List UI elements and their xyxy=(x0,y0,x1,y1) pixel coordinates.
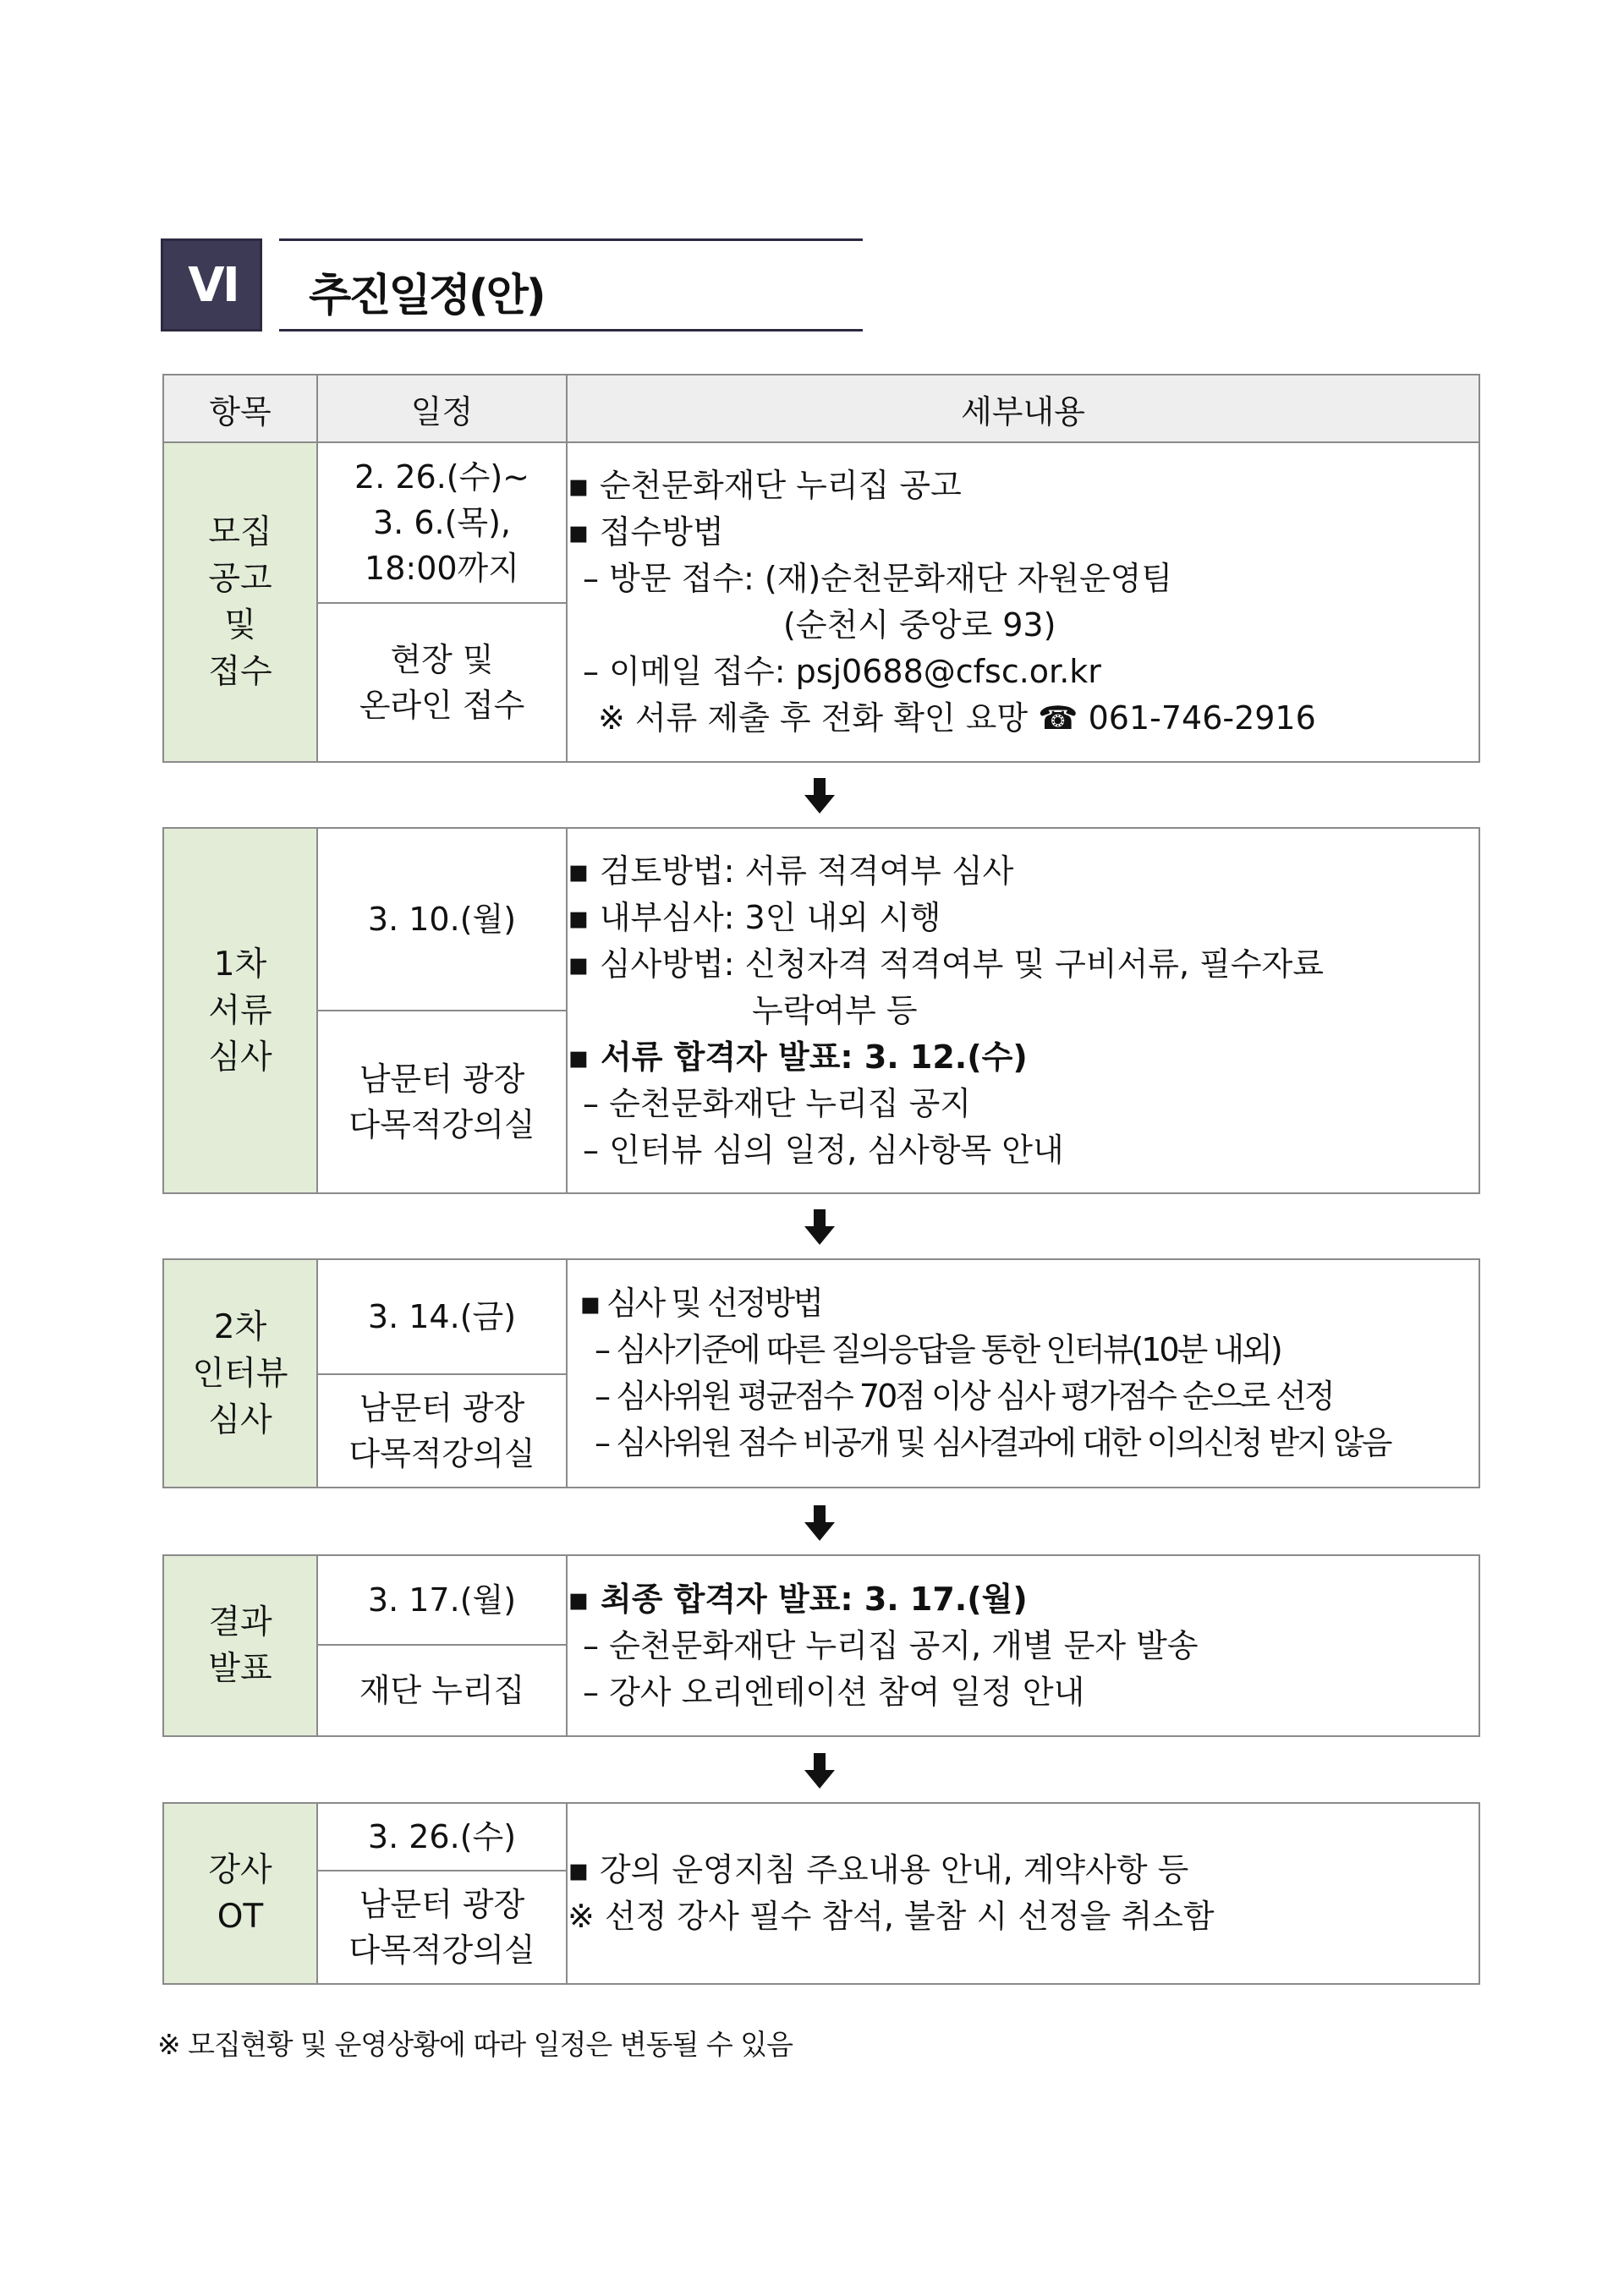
detail-line: – 순천문화재단 누리집 공지, 개별 문자 발송 xyxy=(583,1626,1199,1664)
schedule-table-interview xyxy=(162,1258,1480,1488)
schedule-text: 남문터 광장 xyxy=(359,1886,525,1923)
schedule-date-cell xyxy=(317,828,567,1011)
schedule-date-cell xyxy=(317,442,567,603)
schedule-text: 3. 6.(목), xyxy=(372,504,512,541)
schedule-place-cell xyxy=(317,603,567,762)
category-text: 및 xyxy=(224,606,256,644)
detail-line: – 심사위원 점수 비공개 및 심사결과에 대한 이의신청 받지 않음 xyxy=(595,1424,1391,1461)
schedule-text: 현장 및 xyxy=(390,641,494,678)
category-text: 인터뷰 xyxy=(192,1354,288,1393)
detail-line: ▪ 심사방법: 신청자격 적격여부 및 구비서류, 필수자료 xyxy=(568,945,1324,983)
detail-line: – 순천문화재단 누리집 공지 xyxy=(583,1084,972,1122)
table-row xyxy=(163,1259,1479,1374)
schedule-text: 다목적강의실 xyxy=(348,1435,535,1472)
section-title: 추진일정(안) xyxy=(309,271,544,321)
category-text: 1차 xyxy=(213,945,267,984)
category-text: 2차 xyxy=(213,1307,267,1346)
detail-line: 누락여부 등 xyxy=(752,991,918,1029)
table-header-row xyxy=(163,375,1479,442)
schedule-text: 다목적강의실 xyxy=(348,1106,535,1143)
detail-line: ▪ 내부심사: 3인 내외 시행 xyxy=(568,898,941,936)
schedule-text: 3. 26.(수) xyxy=(367,1818,517,1855)
detail-line: – 이메일 접수: psj0688@cfsc.or.kr xyxy=(583,653,1101,690)
detail-line: (순천시 중앙로 93) xyxy=(783,606,1056,644)
details-cell xyxy=(567,1803,1479,1984)
schedule-table-recruitment xyxy=(162,374,1480,763)
detail-line: ▪ 검토방법: 서류 적격여부 심사 xyxy=(568,852,1014,890)
schedule-place-cell xyxy=(317,1871,567,1984)
schedule-text: 다목적강의실 xyxy=(348,1932,535,1969)
schedule-date-cell xyxy=(317,1803,567,1871)
table-row xyxy=(163,1555,1479,1645)
category-text: 결과 xyxy=(208,1603,272,1641)
detail-line-bold: ▪ 서류 합격자 발표: 3. 12.(수) xyxy=(568,1038,1028,1076)
category-text: 서류 xyxy=(208,991,272,1030)
schedule-text: 남문터 광장 xyxy=(359,1389,525,1427)
category-text: 모집 xyxy=(208,513,272,551)
table-row xyxy=(163,828,1479,1011)
detail-line: – 방문 접수: (재)순천문화재단 자원운영팀 xyxy=(583,560,1173,597)
detail-line: – 심사기준에 따른 질의응답을 통한 인터뷰(10분 내외) xyxy=(595,1331,1281,1368)
schedule-date-cell xyxy=(317,1259,567,1374)
category-text: 접수 xyxy=(208,653,272,691)
category-text: 심사 xyxy=(208,1038,272,1077)
category-text: 심사 xyxy=(208,1400,272,1439)
schedule-place-cell xyxy=(317,1011,567,1193)
detail-line: ▪ 강의 운영지침 주요내용 안내, 계약사항 등 xyxy=(568,1851,1189,1888)
detail-line: ▪ 순천문화재단 누리집 공고 xyxy=(568,467,962,504)
category-cell xyxy=(163,828,317,1193)
schedule-text: 남문터 광장 xyxy=(359,1060,525,1098)
category-text: OT xyxy=(217,1898,264,1936)
schedule-text: 재단 누리집 xyxy=(359,1672,525,1709)
category-cell xyxy=(163,1259,317,1488)
details-cell xyxy=(567,1259,1479,1488)
table-row xyxy=(163,1803,1479,1871)
details-cell xyxy=(567,1555,1479,1736)
category-text: 공고 xyxy=(208,560,272,598)
header-schedule: 일정 xyxy=(317,375,567,442)
section-title-bar xyxy=(279,238,863,332)
schedule-date-cell xyxy=(317,1555,567,1645)
arrow-down-icon xyxy=(804,1753,835,1790)
schedule-table-instructor-ot xyxy=(162,1802,1480,1985)
schedule-table-results xyxy=(162,1554,1480,1737)
detail-line: ▪ 접수방법 xyxy=(568,513,724,551)
header-item: 항목 xyxy=(163,375,317,442)
detail-line: – 인터뷰 심의 일정, 심사항목 안내 xyxy=(583,1131,1064,1169)
detail-line: ▪ 심사 및 선정방법 xyxy=(579,1285,821,1322)
schedule-text: 3. 17.(월) xyxy=(367,1581,517,1619)
category-cell xyxy=(163,442,317,762)
schedule-text: 2. 26.(수)~ xyxy=(354,458,529,496)
section-number-badge: Ⅵ xyxy=(161,238,262,332)
details-cell xyxy=(567,442,1479,762)
details-cell xyxy=(567,828,1479,1193)
table-row xyxy=(163,442,1479,603)
schedule-text: 온라인 접수 xyxy=(359,687,525,724)
arrow-down-icon xyxy=(804,1209,835,1247)
category-text: 발표 xyxy=(208,1650,272,1688)
detail-line: – 강사 오리엔테이션 참여 일정 안내 xyxy=(583,1673,1085,1711)
schedule-text: 3. 14.(금) xyxy=(367,1298,517,1335)
detail-line: – 심사위원 평균점수 70점 이상 심사 평가점수 순으로 선정 xyxy=(595,1378,1333,1415)
header-details: 세부내용 xyxy=(567,375,1479,442)
schedule-text: 3. 10.(월) xyxy=(367,901,517,938)
detail-line: ※ 선정 강사 필수 참석, 불참 시 선정을 취소함 xyxy=(568,1898,1215,1935)
detail-line: ※ 서류 제출 후 전화 확인 요망 ☎ 061-746-2916 xyxy=(598,699,1316,737)
schedule-text: 18:00까지 xyxy=(365,550,519,587)
arrow-down-icon xyxy=(804,778,835,815)
schedule-place-cell xyxy=(317,1645,567,1736)
arrow-down-icon xyxy=(804,1505,835,1543)
footnote: ※ 모집현황 및 운영상황에 따라 일정은 변동될 수 있음 xyxy=(157,2028,793,2061)
category-cell xyxy=(163,1555,317,1736)
schedule-place-cell xyxy=(317,1374,567,1488)
category-cell xyxy=(163,1803,317,1984)
category-text: 강사 xyxy=(208,1851,272,1889)
detail-line-bold: ▪ 최종 합격자 발표: 3. 17.(월) xyxy=(568,1580,1028,1618)
schedule-table-document-review xyxy=(162,827,1480,1194)
